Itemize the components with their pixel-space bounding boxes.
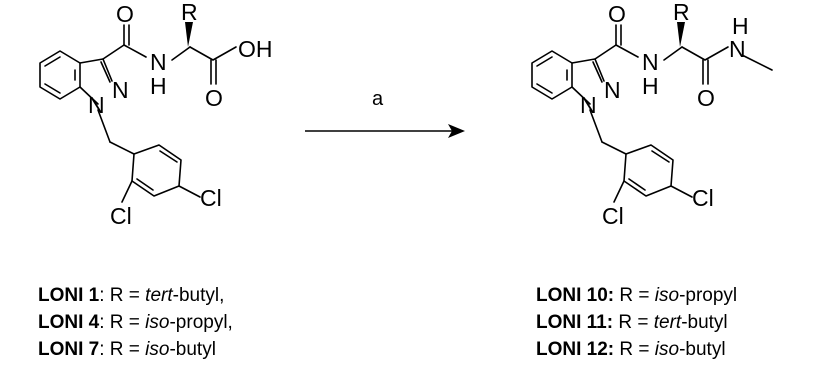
carbonyl-oxygen-label: O [608, 1, 626, 27]
substituent-suffix: -butyl [681, 312, 728, 333]
carbonyl-oxygen-label: O [116, 1, 134, 27]
ring-n2-label: N [604, 77, 621, 103]
substituent-prefix: iso [145, 339, 170, 360]
ortho-chlorine-label: Cl [110, 203, 132, 229]
caption-line [38, 336, 233, 363]
amide-hydrogen-label: H [642, 73, 659, 99]
substituent-suffix: -propyl [679, 285, 738, 306]
ring-n1-label: N [580, 92, 597, 118]
caption-line [536, 309, 737, 336]
r-group-label: R [673, 0, 690, 25]
caption-separator: : R = [99, 339, 146, 360]
substituent-prefix: iso [145, 312, 170, 333]
methylamide-nitrogen-label: N [729, 36, 746, 62]
amide-hydrogen-label: H [150, 73, 167, 99]
r-group-label: R [181, 0, 198, 25]
amide-nitrogen-label: N [150, 49, 167, 75]
compound-name: LONI 12: [536, 339, 615, 360]
amide-nitrogen-label: N [642, 49, 659, 75]
substituent-prefix: iso [654, 285, 680, 306]
caption-separator: R = [614, 285, 655, 306]
substituent-prefix: tert [145, 285, 173, 306]
acid-oxygen-label: O [205, 85, 223, 111]
substituent-suffix: -butyl [169, 339, 216, 360]
compound-name: LONI 1 [38, 285, 100, 306]
reaction-arrow [305, 88, 465, 138]
caption-separator: : R = [99, 312, 146, 333]
compound-name: LONI 11: [536, 312, 614, 333]
starting-material [40, 0, 273, 229]
caption-line [38, 282, 233, 309]
substituent-suffix: -propyl, [169, 312, 233, 333]
reagent-label: a [372, 88, 384, 110]
caption-line [38, 309, 233, 336]
product-caption [536, 282, 737, 363]
caption-separator: : R = [99, 285, 146, 306]
caption-line [536, 336, 737, 363]
product [532, 0, 772, 229]
compound-name: LONI 10: [536, 285, 615, 306]
substituent-prefix: iso [654, 339, 680, 360]
ortho-chlorine-label: Cl [602, 203, 624, 229]
para-chlorine-label: Cl [200, 185, 222, 211]
ring-n2-label: N [112, 77, 129, 103]
hydroxyl-label: OH [238, 36, 273, 62]
ring-n1-label: N [88, 92, 105, 118]
caption-line [536, 282, 737, 309]
para-chlorine-label: Cl [692, 185, 714, 211]
substituent-prefix: tert [653, 312, 682, 333]
caption-separator: R = [613, 312, 654, 333]
substituent-suffix: -butyl [679, 339, 726, 360]
compound-name: LONI 4 [38, 312, 100, 333]
amide2-oxygen-label: O [697, 85, 715, 111]
methylamide-hydrogen-label: H [732, 13, 749, 39]
starting-material-caption [38, 282, 233, 363]
substituent-suffix: -butyl, [172, 285, 225, 306]
compound-name: LONI 7 [38, 339, 100, 360]
caption-separator: R = [614, 339, 655, 360]
